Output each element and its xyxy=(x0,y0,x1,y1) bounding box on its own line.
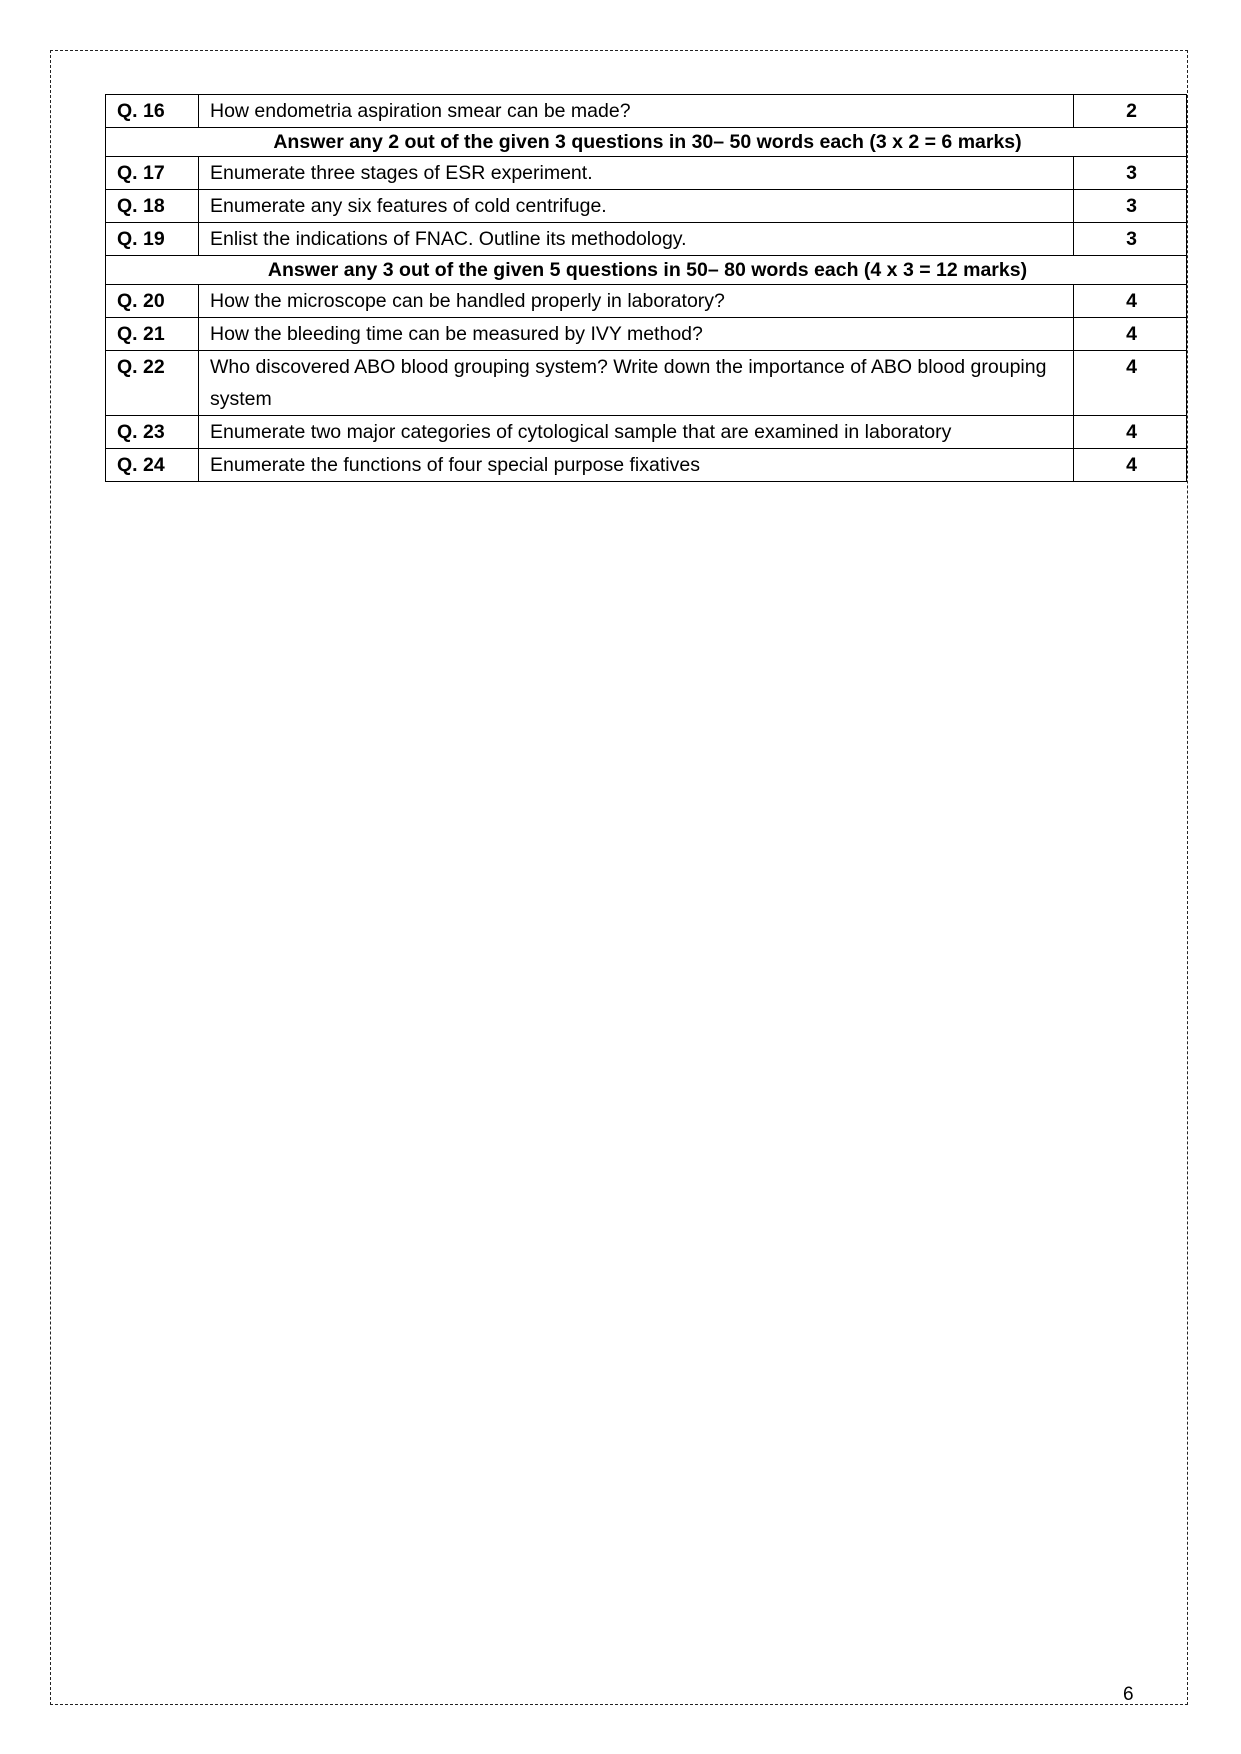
section-instruction: Answer any 2 out of the given 3 questions in 30– 50 words each (3 x 2 = 6 marks) xyxy=(106,128,1187,157)
question-text: Enumerate two major categories of cytological sample that are examined in laboratory xyxy=(199,416,1074,449)
question-text: How endometria aspiration smear can be made? xyxy=(199,95,1074,128)
question-number: Q. 20 xyxy=(106,285,199,318)
question-row-24 xyxy=(106,449,1187,482)
question-marks: 4 xyxy=(1074,285,1187,318)
section-instruction: Answer any 3 out of the given 5 questions in 50– 80 words each (4 x 3 = 12 marks) xyxy=(106,256,1187,285)
page-number: 6 xyxy=(1123,1684,1134,1705)
question-number: Q. 24 xyxy=(106,449,199,482)
section-header-row xyxy=(106,128,1187,157)
question-number: Q. 19 xyxy=(106,223,199,256)
question-marks: 3 xyxy=(1074,190,1187,223)
question-row-20 xyxy=(106,285,1187,318)
question-text: Enumerate the functions of four special purpose fixatives xyxy=(199,449,1074,482)
question-row-17 xyxy=(106,157,1187,190)
questions-table xyxy=(105,94,1187,482)
question-marks: 4 xyxy=(1074,318,1187,351)
question-number: Q. 23 xyxy=(106,416,199,449)
question-row-16 xyxy=(106,95,1187,128)
question-marks: 3 xyxy=(1074,223,1187,256)
question-number: Q. 18 xyxy=(106,190,199,223)
question-row-18 xyxy=(106,190,1187,223)
question-number: Q. 21 xyxy=(106,318,199,351)
question-number: Q. 22 xyxy=(106,351,199,416)
question-text: Who discovered ABO blood grouping system? Write down the importance of ABO blood grouping system xyxy=(199,351,1074,416)
question-marks: 3 xyxy=(1074,157,1187,190)
question-text: Enlist the indications of FNAC. Outline its methodology. xyxy=(199,223,1074,256)
question-marks: 4 xyxy=(1074,416,1187,449)
question-text: Enumerate three stages of ESR experiment. xyxy=(199,157,1074,190)
question-text: How the bleeding time can be measured by IVY method? xyxy=(199,318,1074,351)
question-row-23 xyxy=(106,416,1187,449)
section-header-row xyxy=(106,256,1187,285)
question-row-21 xyxy=(106,318,1187,351)
question-text: Enumerate any six features of cold centrifuge. xyxy=(199,190,1074,223)
question-marks: 4 xyxy=(1074,351,1187,416)
question-text: How the microscope can be handled properly in laboratory? xyxy=(199,285,1074,318)
question-row-19 xyxy=(106,223,1187,256)
question-number: Q. 17 xyxy=(106,157,199,190)
question-number: Q. 16 xyxy=(106,95,199,128)
question-marks: 4 xyxy=(1074,449,1187,482)
question-marks: 2 xyxy=(1074,95,1187,128)
question-row-22 xyxy=(106,351,1187,416)
